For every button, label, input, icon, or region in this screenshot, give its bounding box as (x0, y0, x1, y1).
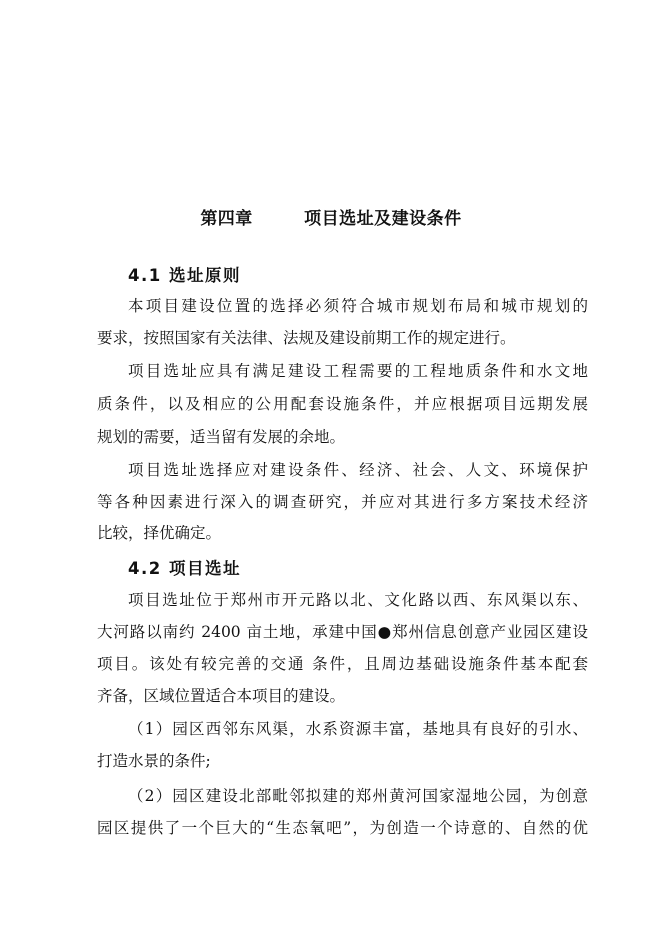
paragraph-line: 规划的需要，适当留有发展的余地。 (97, 428, 346, 446)
paragraph-line: 齐备，区域位置适合本项目的建设。 (97, 687, 346, 705)
list-item-line: 园区提供了一个巨大的“生态氧吧”，为创造一个诗意的、自然的优 (97, 819, 588, 837)
list-item-line: （1）园区西邻东风渠，水系资源丰富，基地具有良好的引水、 (128, 720, 588, 738)
section-heading-4-1: 4.1 选址原则 (128, 266, 241, 285)
section-heading-4-2: 4.2 项目选址 (128, 559, 241, 578)
paragraph-line: 项目选址位于郑州市开元路以北、文化路以西、东风渠以东、 (128, 591, 588, 609)
paragraph-line: 比较，择优确定。 (97, 524, 222, 542)
paragraph-line: 项目选址应具有满足建设工程需要的工程地质条件和水文地 (128, 362, 588, 380)
paragraph-line: 要求，按照国家有关法律、法规及建设前期工作的规定进行。 (97, 329, 516, 347)
paragraph-line: 等各种因素进行深入的调查研究，并应对其进行多方案技术经济 (97, 493, 588, 511)
chapter-title: 第四章 项目选址及建设条件 (200, 209, 462, 229)
paragraph-line: 质条件，以及相应的公用配套设施条件，并应根据项目远期发展 (97, 395, 588, 413)
paragraph-line: 大河路以南约 2400 亩土地，承建中国●郑州信息创意产业园区建设 (97, 623, 588, 641)
paragraph-line: 项目。该处有较完善的交通 条件，且周边基础设施条件基本配套 (97, 655, 588, 673)
paragraph-line: 项目选址选择应对建设条件、经济、社会、人文、环境保护 (128, 461, 588, 479)
paragraph-line: 本项目建设位置的选择必须符合城市规划布局和城市规划的 (128, 297, 588, 315)
list-item-line: 打造水景的条件; (97, 752, 211, 770)
list-item-line: （2）园区建设北部毗邻拟建的郑州黄河国家湿地公园，为创意 (128, 787, 588, 805)
